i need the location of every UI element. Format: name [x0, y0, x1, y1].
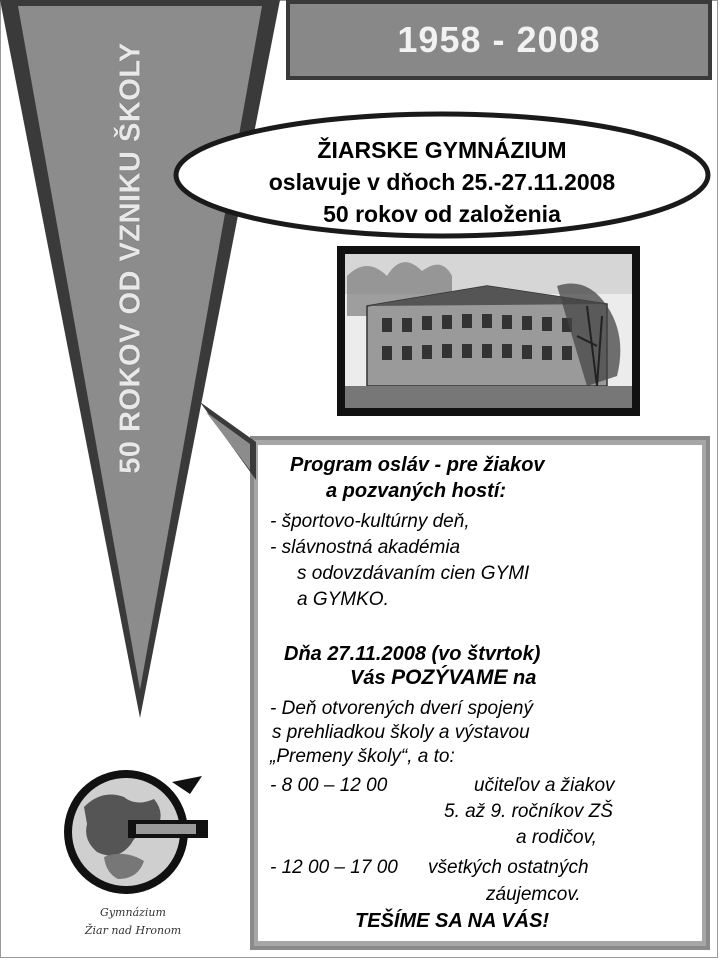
- invite-line-c: na: [507, 667, 537, 689]
- callout-pointer: [186, 398, 306, 488]
- open-day-1: - Deň otvorených dverí spojený: [270, 698, 533, 719]
- invite-line-a: Vás: [350, 667, 392, 689]
- years-label: 1958 - 2008: [397, 19, 601, 60]
- program-item-2a: - slávnostná akadémia: [270, 537, 461, 558]
- slot-2-who: všetkých ostatných: [428, 857, 589, 878]
- program-title-1: Program osláv - pre žiakov: [290, 454, 545, 476]
- logo-caption-2: Žiar nad Hronom: [84, 924, 182, 937]
- school-logo: [44, 762, 214, 902]
- slot-2-time: - 12 00 – 17 00: [270, 857, 398, 878]
- invite-line: [350, 667, 536, 689]
- header-text: [200, 134, 684, 230]
- invite-date: [284, 643, 540, 665]
- pennant-label: 50 ROKOV OD VZNIKU ŠKOLY: [114, 42, 147, 474]
- years-banner: [286, 0, 712, 80]
- slot-1-who-2: 5. až 9. ročníkov ZŠ: [444, 801, 613, 822]
- open-day-2: s prehliadkou školy a výstavou: [272, 722, 530, 743]
- program-item-2c: a GYMKO.: [297, 589, 389, 610]
- program-title-2: a pozvaných hostí:: [326, 480, 507, 502]
- closing-text: TEŠÍME SA NA VÁS!: [355, 910, 550, 932]
- slot-1-time: - 8 00 – 12 00: [270, 775, 388, 796]
- invite-date-prefix: Dňa 27.11.2008: [284, 643, 426, 665]
- program-item-1: - športovo-kultúrny deň,: [270, 511, 470, 532]
- open-day-3: „Premeny školy“, a to:: [270, 746, 455, 767]
- header-line-2: oslavuje v dňoch 25.-27.11.2008: [268, 169, 616, 195]
- invite-date-suffix: (vo štvrtok): [431, 643, 541, 665]
- slot-1-who: učiteľov a žiakov: [474, 775, 615, 796]
- header-line-3: 50 rokov od založenia: [323, 201, 561, 227]
- logo-caption: [38, 904, 228, 940]
- slot-2-who-2: záujemcov.: [486, 884, 581, 905]
- invite-line-b: POZÝVAME: [391, 666, 508, 689]
- logo-caption-1: Gymnázium: [100, 906, 166, 919]
- program-item-2b: s odovzdávaním cien GYMI: [297, 563, 530, 584]
- school-photo: [337, 246, 640, 416]
- slot-1-who-3: a rodičov,: [516, 827, 597, 848]
- header-line-1: ŽIARSKE GYMNÁZIUM: [317, 137, 567, 163]
